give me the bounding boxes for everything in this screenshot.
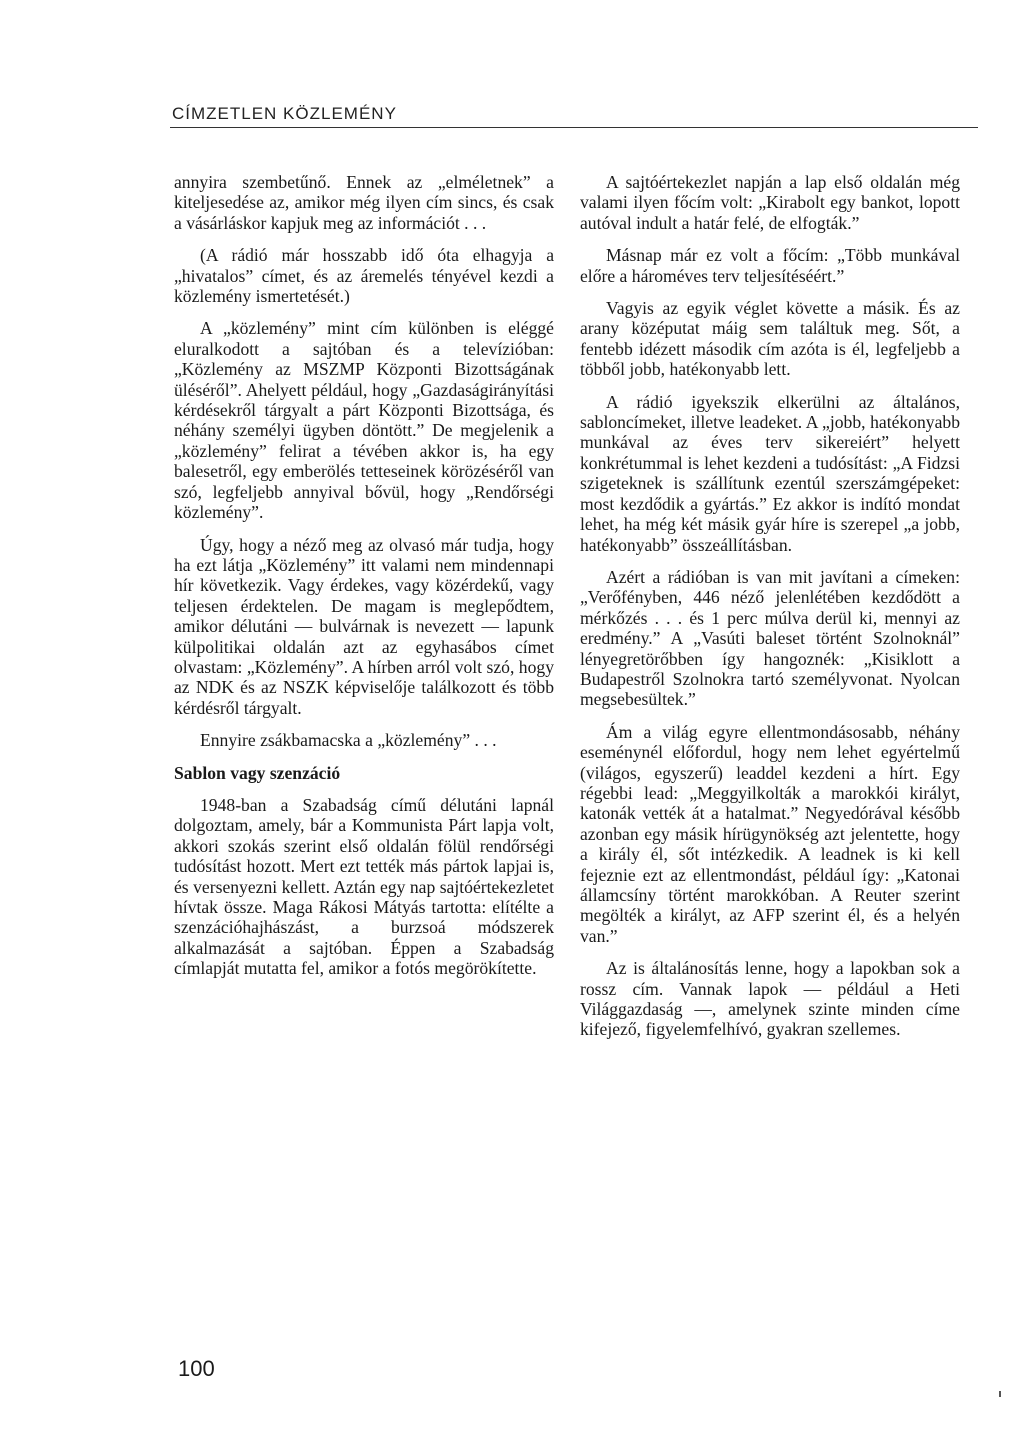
paragraph: Úgy, hogy a néző meg az olvasó már tudja, hogy ha ezt látja „Közlemény” itt valami nem mindennapi hír következik. Vagy érdekes, vagy közérdekű, vagy teljesen érdektelen. De magam is meglepődtem, amikor délutáni — bulvárnak is nevezett — lapunk külpolitikai oldalán azt az egyhasábos címet olvastam: „Közlemény”. A hírben arról volt szó, hogy az NDK és az NSZK képviselője találkozott és több kérdésről tárgyalt.: [174, 534, 554, 718]
paragraph: Vagyis az egyik véglet követte a másik. És az arany középutat máig sem találtuk meg. Sőt, a fentebb idézett második cím azóta is él, legfeljebb a többől jobb, hatékonyabb lett.: [580, 298, 960, 380]
paragraph: Ennyire zsákbamacska a „közlemény” . . .: [200, 730, 497, 751]
paragraph: Az is általánosítás lenne, hogy a lapokban sok a rossz cím. Vannak lapok — például a Heti Világgazdaság —, amelynek szinte minden címe kifejező, figyelemfelhívó, gyakran szellemes.: [580, 958, 960, 1040]
paragraph: Azért a rádióban is van mit javítani a címeken: „Verőfényben, 446 néző jelenlétében kezdődött a mérkőzés . . . és 1 perc múlva derül ki, mennyi az eredmény.” A „Vasúti baleset történt Szolnoknál” lényegretörőbben így hangoznék: „Kisiklott a Budapestről Szolnokra tartó személyvonat. Nyolcan megsebesültek.”: [580, 566, 960, 710]
paragraph: A sajtóértekezlet napján a lap első oldalán még valami ilyen főcím volt: „Kirabolt egy bankot, lopott autóval indult a határ felé, de elfogták.”: [580, 172, 960, 233]
paragraph: Másnap már ez volt a főcím: „Több munkával előre a hároméves terv teljesítéséért.”: [580, 245, 960, 286]
header-rule: [170, 127, 978, 128]
right-column: [580, 172, 960, 1052]
scan-speck: [999, 1391, 1001, 1397]
paragraph: A „közlemény” mint cím különben is eléggé eluralkodott a sajtóban és a televízióban: „Közlemény az MSZMP Központi Bizottságának üléséről”. Ahelyett például, hogy „Gazdaságirányítási kérdésekről tárgyalt a párt Központi Bizottsága, és néhány személyi ügyben döntött.” De megjelenik a „közlemény” felirat a tévében akkor is, ha egy balesetről, egy emberölés tetteseinek körözéséről van szó, legfeljebb annyival bővül, hogy „Rendőrségi közlemény”.: [174, 318, 554, 523]
paragraph: A rádió igyekszik elkerülni az általános, sabloncímeket, illetve leadeket. A „jobb, hatékonyabb munkával az éves terv sikereiért” helyett konkrétummal is lehet kezdeni a tudósítást: „A Fidzsi szigeteknek is szállítunk ezentúl szerszámgépeket: most kezdődik a gyártás.” Ez akkor is indító mondat lehet, ha még két másik gyár híre is szerepel „a jobb, hatékonyabb” összeállításban.: [580, 391, 960, 555]
section-heading: Sablon vagy szenzáció: [174, 762, 341, 783]
paragraph: Ám a világ egyre ellentmondásosabb, néhány eseménynél előfordul, hogy nem lehet egyértelmű (világos, egyszerű) leaddel kezdeni a hírt. Egy régebbi lead: „Meggyilkolták a marokkói királyt, katonák vették át a hatalmat.” Negyedórával később azonban egy másik hírügynökség azt jelentette, hogy a király él, sőt intézkedik. A leadnek is ki kell fejeznie ezt az ellentmondást, például így: „Katonai államcsíny történt marokkóban. A Reuter szerint megölték a királyt, az AFP szerint él, és a helyén van.”: [580, 721, 960, 946]
page-number: 100: [178, 1356, 215, 1381]
paragraph: annyira szembetűnő. Ennek az „elméletnek” a kiteljesedése az, amikor még ilyen cím sincs, és csak a vásárláskor kapjuk meg az információt . . .: [174, 172, 554, 233]
running-head: CÍMZETLEN KÖZLEMÉNY: [172, 104, 397, 123]
left-column: [174, 172, 554, 991]
paragraph: (A rádió már hosszabb idő óta elhagyja a „hivatalos” címet, és az áremelés tényével kezdi a közlemény ismertetését.): [174, 245, 554, 307]
paragraph: 1948-ban a Szabadság című délutáni lapnál dolgoztam, amely, bár a Kommunista Párt lapja volt, akkori szokás szerint első oldalán fölül rendőrségi tudósítást hozott. Mert ezt tették más pártok lapjai is, és versenyezni kellett. Aztán egy nap sajtóértekezletet hívtak össze. Maga Rákosi Mátyás tartotta: elítélte a szenzációhajhászást, a burzsoá módszerek alkalmazását a sajtóban. Éppen a Szabadság címlapját mutatta fel, amikor a fotós megörökítette.: [174, 794, 554, 979]
